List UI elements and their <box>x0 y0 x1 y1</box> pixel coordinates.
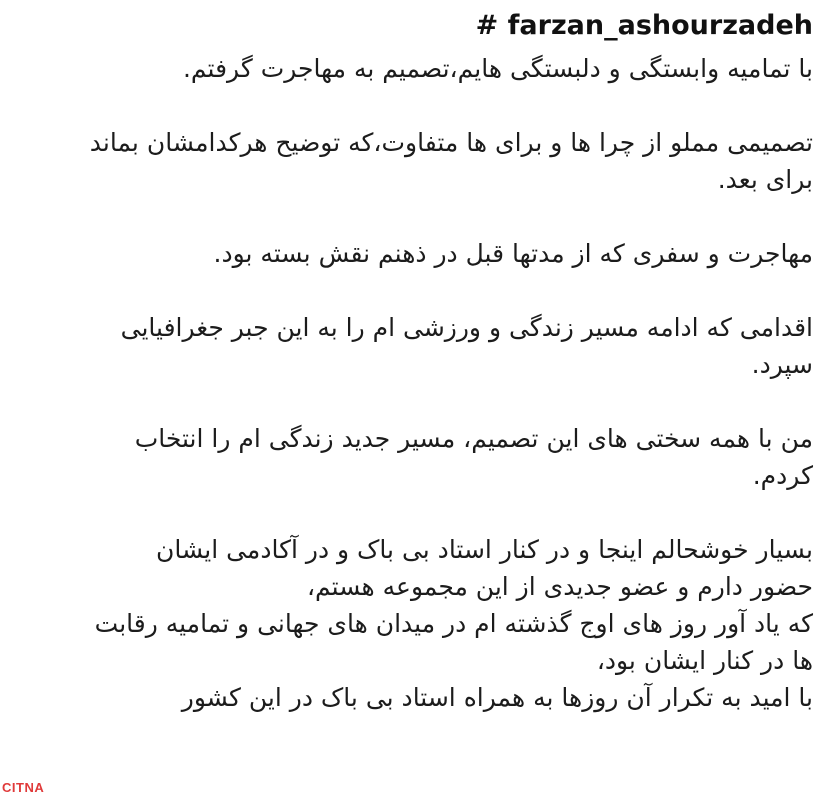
text-line: با تمامیه وابستگی و دلبستگی هایم،تصمیم به مهاجرت گرفتم. <box>182 54 813 83</box>
text-line: اقدامی که ادامه مسیر زندگی و ورزشی ام را به این جبر جغرافیایی <box>120 313 813 342</box>
paragraph-4 <box>40 309 813 383</box>
paragraph-2 <box>40 124 813 198</box>
text-line: تصمیمی مملو از چرا ها و برای ها متفاوت،که توضیح هرکدامشان بماند <box>89 128 813 157</box>
text-line: با امید به تکرار آن روزها به همراه استاد بی باک در این کشور <box>181 683 813 712</box>
paragraph-3 <box>40 235 813 272</box>
text-line: سپرد. <box>751 350 813 379</box>
paragraph-5 <box>40 420 813 494</box>
text-line: حضور دارم و عضو جدیدی از این مجموعه هستم، <box>306 572 813 601</box>
paragraph-6 <box>40 531 813 716</box>
hashtag-link[interactable]: # farzan_ashourzadeh <box>475 10 813 41</box>
text-line: کردم. <box>752 461 813 490</box>
text-line: مهاجرت و سفری که از مدتها قبل در ذهنم نقش بسته بود. <box>213 239 813 268</box>
text-line: بسیار خوشحالم اینجا و در کنار استاد بی باک و در آکادمی ایشان <box>155 535 813 564</box>
citna-watermark-logo: CITNA <box>2 780 45 795</box>
text-line: ها در کنار ایشان بود، <box>596 646 813 675</box>
text-line: برای بعد. <box>717 165 813 194</box>
text-line: من با همه سختی های این تصمیم، مسیر جدید زندگی ام را انتخاب <box>134 424 813 453</box>
paragraph-1 <box>40 50 813 87</box>
caption-body <box>40 50 813 716</box>
text-line: که یاد آور روز های اوج گذشته ام در میدان های جهانی و تمامیه رقابت <box>94 609 813 638</box>
